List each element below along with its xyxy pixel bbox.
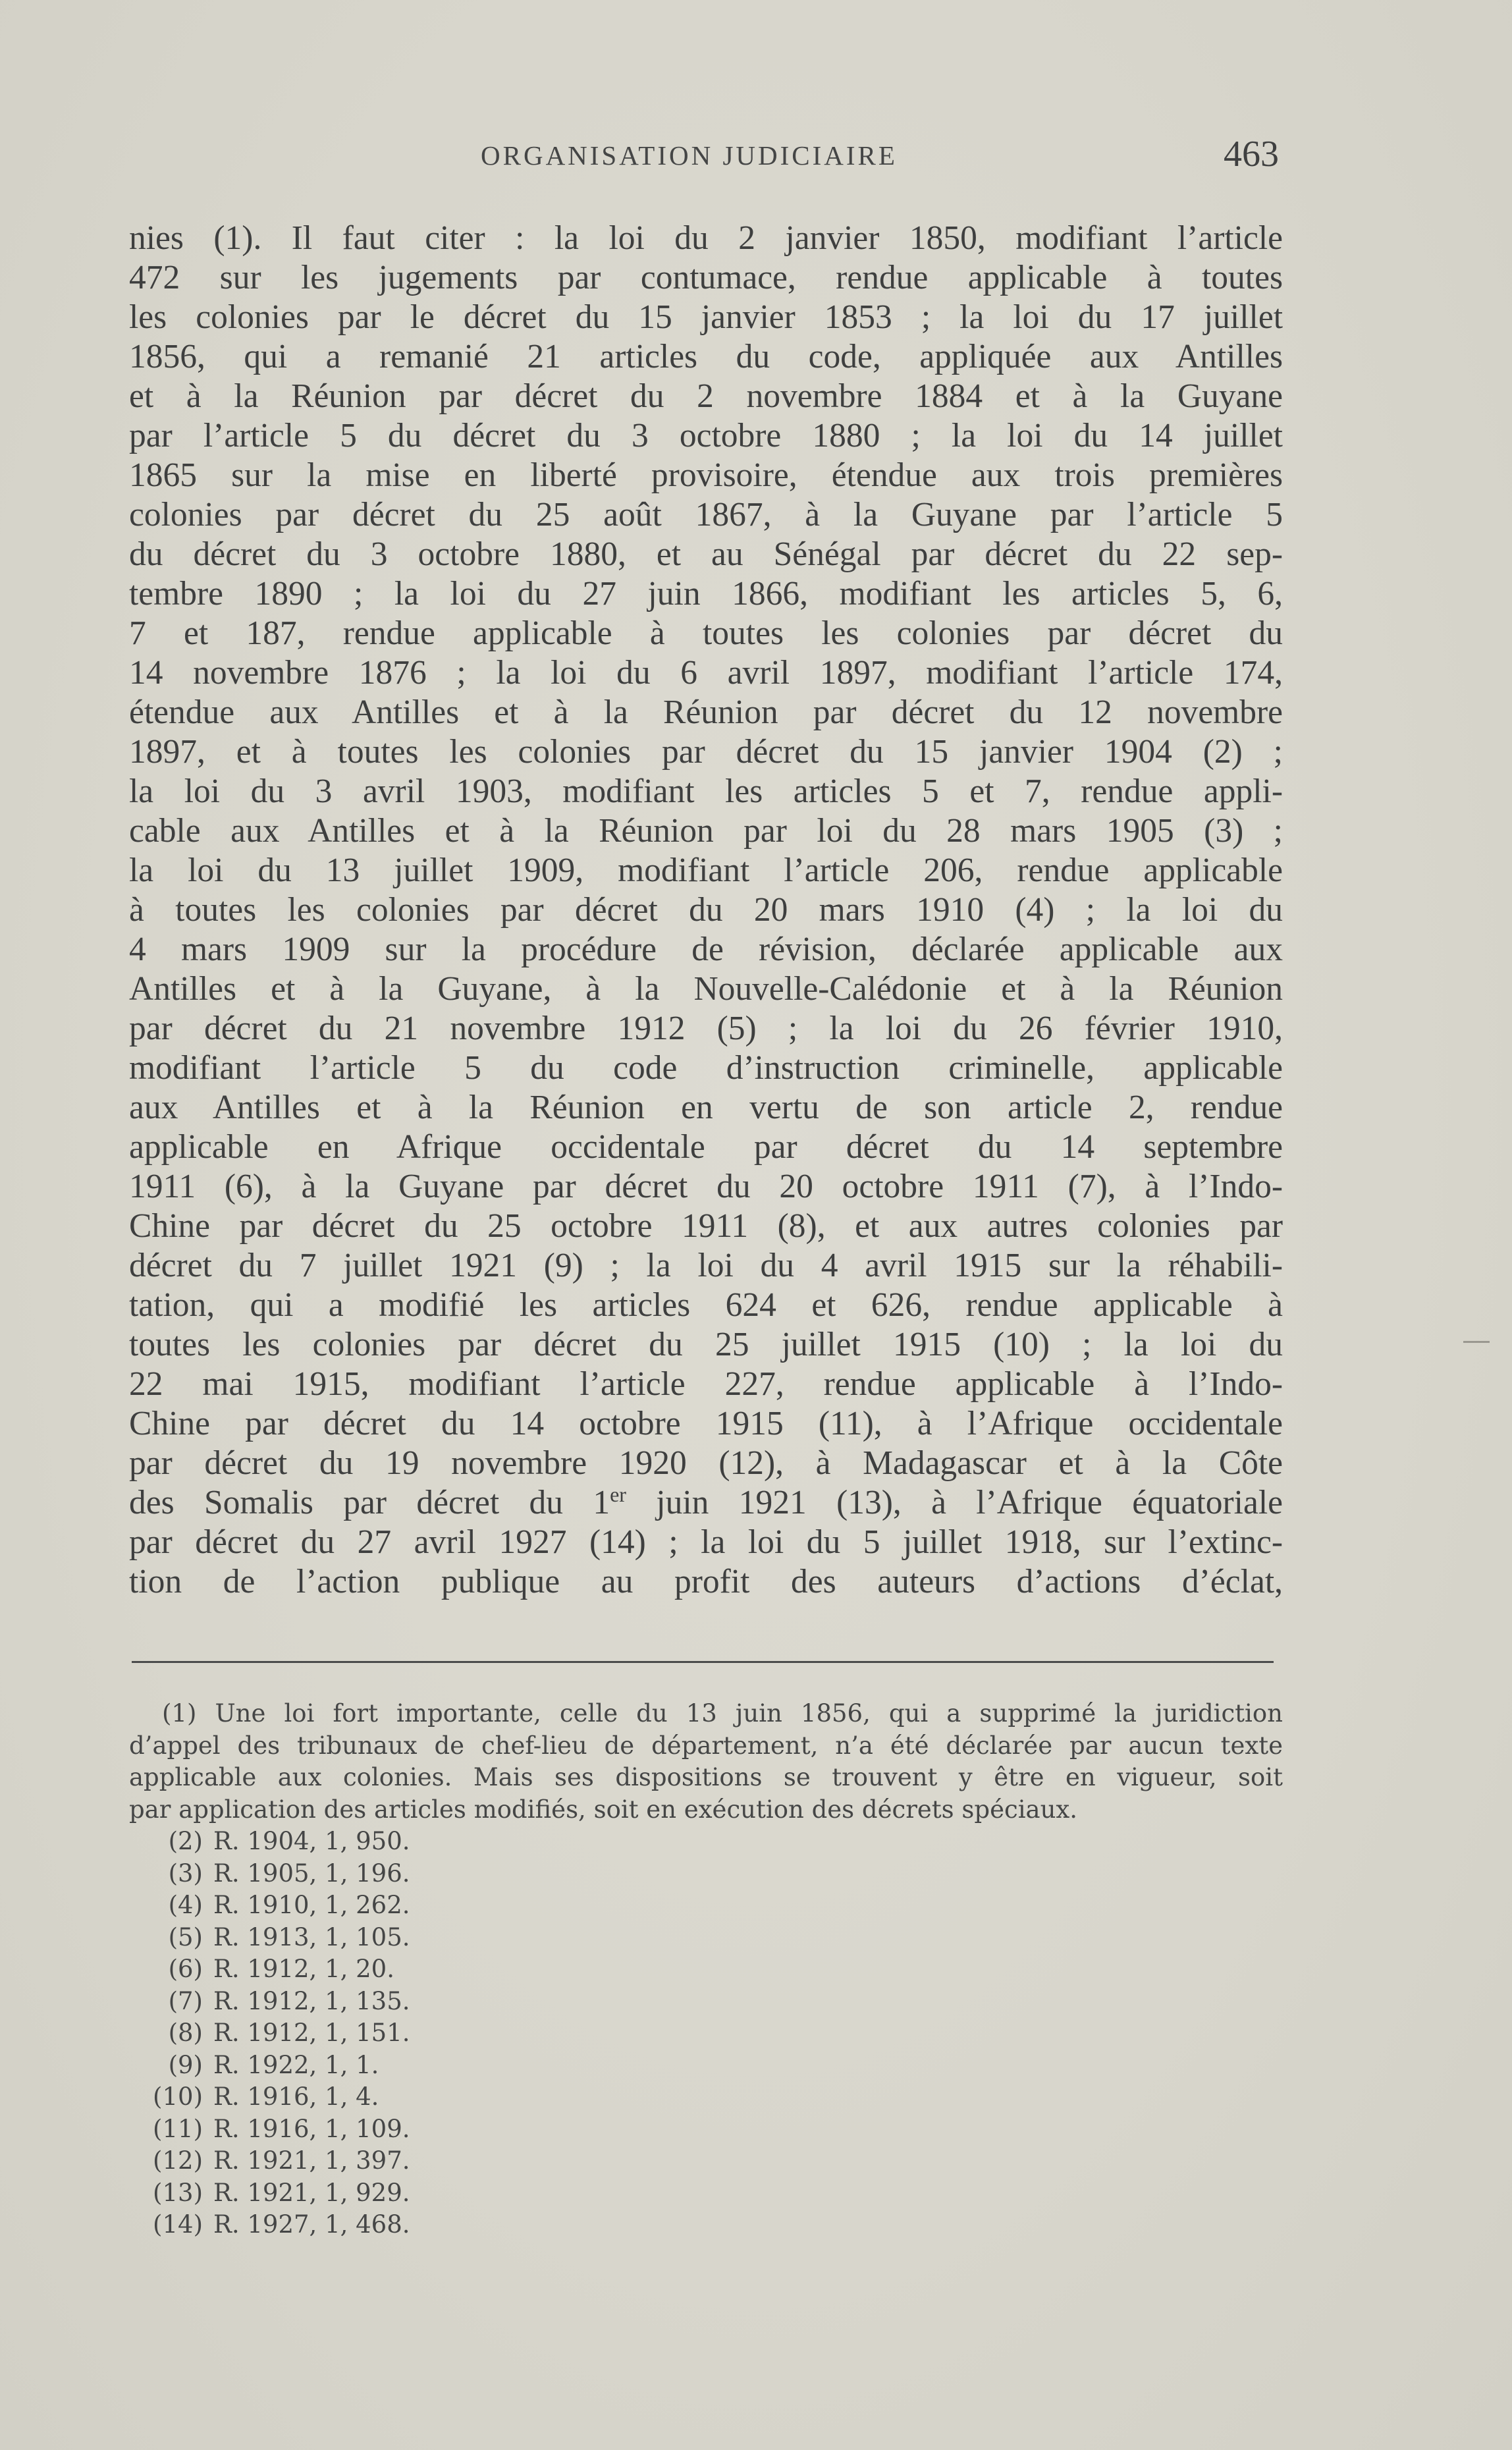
text-line: aux Antilles et à la Réunion en vertu de son article 2, rendue (129, 1089, 1283, 1126)
text-line: 7 et 187, rendue applicable à toutes les colonies par décret du (129, 614, 1283, 652)
footnote-reference (129, 2113, 1283, 2146)
text-line: et à la Réunion par décret du 2 novembre 1884 et à la Guyane (129, 377, 1283, 415)
text-line: à toutes les colonies par décret du 20 mars 1910 (4) ; la loi du (129, 891, 1283, 929)
main-text (129, 219, 1283, 1602)
footnote-reference (129, 2209, 1283, 2241)
text-line: Antilles et à la Guyane, à la Nouvelle-Calédonie et à la Réunion (129, 970, 1283, 1008)
text-line: Chine par décret du 25 octobre 1911 (8), et aux autres colonies par (129, 1207, 1283, 1245)
text-line: par décret du 27 avril 1927 (14) ; la loi du 5 juillet 1918, sur l’extinc- (129, 1523, 1283, 1561)
footnote-citation: R. 1922, 1, 1. (213, 2050, 379, 2079)
text-line: 1856, qui a remanié 21 articles du code, appliquée aux Antilles (129, 338, 1283, 375)
footnote-separator (132, 1661, 1274, 1663)
text-line: 22 mai 1915, modifiant l’article 227, rendue applicable à l’Indo- (129, 1365, 1283, 1403)
footnote-reference (129, 1953, 1283, 1986)
footnote-reference (129, 1890, 1283, 1922)
text-line: modifiant l’article 5 du code d’instruction criminelle, applicable (129, 1049, 1283, 1087)
footnote-citation: R. 1912, 1, 20. (213, 1955, 394, 1983)
text-line: 14 novembre 1876 ; la loi du 6 avril 1897, modifiant l’article 174, (129, 654, 1283, 692)
text-line: 4 mars 1909 sur la procédure de révision, déclarée applicable aux (129, 931, 1283, 968)
text-line: colonies par décret du 25 août 1867, à la Guyane par l’article 5 (129, 496, 1283, 533)
footnote-number: (13) (153, 2178, 203, 2207)
footnote-number: (4) (168, 1891, 203, 1919)
footnote-line: (1) Une loi fort importante, celle du 13 juin 1856, qui a supprimé la juridiction (162, 1699, 1283, 1728)
page-number: 463 (1224, 134, 1279, 175)
text-line: 472 sur les jugements par contumace, rendue applicable à toutes (129, 259, 1283, 296)
footnote-citation: R. 1910, 1, 262. (213, 1891, 410, 1919)
text-line: les colonies par le décret du 15 janvier 1853 ; la loi du 17 juillet (129, 298, 1283, 336)
text-line: 1897, et à toutes les colonies par décret du 15 janvier 1904 (2) ; (129, 733, 1283, 771)
text-line: applicable en Afrique occidentale par décret du 14 septembre (129, 1128, 1283, 1166)
footnotes (129, 1698, 1283, 2241)
footnote-number: (9) (168, 2050, 203, 2079)
text-line: décret du 7 juillet 1921 (9) ; la loi du 4 avril 1915 sur la réhabili- (129, 1247, 1283, 1284)
text-line: cable aux Antilles et à la Réunion par loi du 28 mars 1905 (3) ; (129, 812, 1283, 850)
footnote-reference (129, 1858, 1283, 1890)
text-line: par l’article 5 du décret du 3 octobre 1880 ; la loi du 14 juillet (129, 417, 1283, 454)
text-line: Chine par décret du 14 octobre 1915 (11), à l’Afrique occidentale (129, 1405, 1283, 1442)
footnote-citation: R. 1921, 1, 397. (213, 2146, 410, 2175)
running-title: ORGANISATION JUDICIAIRE (481, 140, 898, 171)
text-line: par décret du 21 novembre 1912 (5) ; la loi du 26 février 1910, (129, 1010, 1283, 1047)
footnote-number: (7) (168, 1986, 203, 2015)
footnote-line: applicable aux colonies. Mais ses dispositions se trouvent y être en vigueur, soit (129, 1763, 1283, 1791)
footnote-reference (129, 1986, 1283, 2018)
footnote-number: (3) (168, 1859, 203, 1888)
text-line: par décret du 19 novembre 1920 (12), à Madagascar et à la Côte (129, 1444, 1283, 1482)
text-line: toutes les colonies par décret du 25 juillet 1915 (10) ; la loi du (129, 1326, 1283, 1363)
footnote-number: (5) (168, 1922, 203, 1951)
ordinal-superscript: er (610, 1483, 626, 1506)
line-text: juin 1921 (13), à l’Afrique équatoriale (626, 1484, 1283, 1521)
footnote-citation: R. 1913, 1, 105. (213, 1922, 410, 1951)
text-line: 1865 sur la mise en liberté provisoire, étendue aux trois premières (129, 456, 1283, 494)
text-line: la loi du 3 avril 1903, modifiant les articles 5 et 7, rendue appli- (129, 773, 1283, 810)
text-line: tation, qui a modifié les articles 624 et 626, rendue applicable à (129, 1286, 1283, 1324)
footnote-citation: R. 1912, 1, 151. (213, 2019, 410, 2047)
margin-mark (1463, 1341, 1490, 1343)
footnote-citation: R. 1912, 1, 135. (213, 1986, 410, 2015)
text-line: tembre 1890 ; la loi du 27 juin 1866, modifiant les articles 5, 6, (129, 575, 1283, 612)
footnote-citation: R. 1916, 1, 109. (213, 2114, 410, 2143)
text-line: étendue aux Antilles et à la Réunion par décret du 12 novembre (129, 694, 1283, 731)
line-text: des Somalis par décret du 1 (129, 1484, 610, 1521)
footnote-reference (129, 2145, 1283, 2177)
footnote-reference (129, 2050, 1283, 2082)
text-line (129, 1483, 1283, 1523)
text-line: tion de l’action publique au profit des auteurs d’actions d’éclat, (129, 1563, 1283, 1600)
footnote-citation: R. 1904, 1, 950. (213, 1827, 410, 1855)
footnote-line: d’appel des tribunaux de chef-lieu de département, n’a été déclarée par aucun texte (129, 1731, 1283, 1760)
footnote-line: par application des articles modifiés, soit en exécution des décrets spéciaux. (129, 1795, 1078, 1824)
footnote-number: (2) (168, 1827, 203, 1855)
text-line: nies (1). Il faut citer : la loi du 2 janvier 1850, modifiant l’article (129, 219, 1283, 257)
footnote-number: (10) (153, 2082, 203, 2111)
footnote-number: (14) (153, 2210, 203, 2239)
footnote-citation: R. 1916, 1, 4. (213, 2082, 379, 2111)
footnote-citation: R. 1921, 1, 929. (213, 2178, 410, 2207)
footnote-citation: R. 1905, 1, 196. (213, 1859, 410, 1888)
footnote-citation: R. 1927, 1, 468. (213, 2210, 410, 2239)
footnote-number: (11) (153, 2114, 203, 2143)
footnote-number: (12) (153, 2146, 203, 2175)
text-line: la loi du 13 juillet 1909, modifiant l’article 206, rendue applicable (129, 852, 1283, 889)
footnote-reference (129, 1922, 1283, 1954)
text-line: 1911 (6), à la Guyane par décret du 20 octobre 1911 (7), à l’Indo- (129, 1168, 1283, 1205)
footnote-reference (129, 1826, 1283, 1858)
footnote-reference (129, 2081, 1283, 2113)
text-line: du décret du 3 octobre 1880, et au Sénégal par décret du 22 sep- (129, 535, 1283, 573)
footnote-reference (129, 2177, 1283, 2210)
footnote-reference (129, 2017, 1283, 2050)
footnote-number: (6) (168, 1955, 203, 1983)
footnote-number: (8) (168, 2019, 203, 2047)
